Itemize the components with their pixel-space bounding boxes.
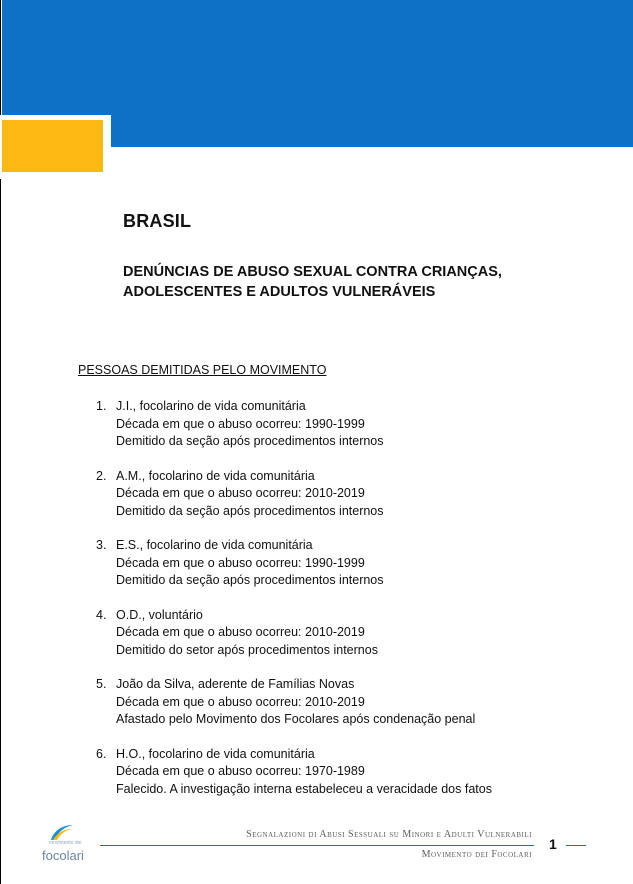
item-outcome: Demitido da seção após procedimentos internos [116, 503, 384, 518]
footer-report-title: Segnalazioni di Abusi Sessuali su Minori e Adulti Vulnerabili [246, 829, 532, 840]
item-number: 5. [96, 677, 107, 691]
list-item [94, 607, 574, 660]
list-item [94, 746, 574, 799]
item-number: 4. [96, 607, 107, 622]
footer-organization: Movimento dei Focolari [421, 849, 532, 860]
logo-small-text: movimento dei [49, 840, 82, 846]
accent-block [2, 120, 103, 172]
item-decade: Década em que o abuso ocorreu: 2010-2019 [116, 625, 365, 639]
list-item [94, 537, 574, 590]
focolari-logo-icon [37, 820, 97, 868]
item-outcome: Demitido da seção após procedimentos internos [116, 434, 384, 448]
item-number: 6. [96, 746, 107, 761]
item-number: 3. [96, 538, 107, 552]
list-item [94, 676, 574, 729]
item-person: A.M., focolarino de vida comunitária [116, 468, 315, 483]
item-outcome: Falecido. A investigação interna estabeleceu a veracidade dos fatos [116, 781, 492, 796]
item-person: E.S., focolarino de vida comunitária [116, 538, 313, 552]
item-number: 1. [96, 399, 107, 413]
item-decade: Década em que o abuso ocorreu: 2010-2019 [116, 694, 365, 709]
item-number: 2. [96, 468, 107, 483]
item-person: O.D., voluntário [116, 607, 203, 622]
item-outcome: Demitido da seção após procedimentos internos [116, 573, 384, 587]
item-person: João da Silva, aderente de Famílias Novas [116, 677, 355, 691]
item-decade: Década em que o abuso ocorreu: 1990-1999 [116, 555, 365, 570]
person-list [94, 398, 574, 815]
item-outcome: Demitido do setor após procedimentos internos [116, 642, 378, 657]
country-heading: BRASIL [123, 211, 192, 231]
item-decade: Década em que o abuso ocorreu: 2010-2019 [116, 486, 365, 500]
item-person: J.I., focolarino de vida comunitária [116, 399, 306, 413]
page-number: 1 [549, 836, 557, 852]
item-outcome: Afastado pelo Movimento dos Focolares após condenação penal [116, 712, 476, 726]
document-title: DENÚNCIAS DE ABUSO SEXUAL CONTRA CRIANÇAS, ADOLESCENTES E ADULTOS VULNERÁVEIS [123, 264, 502, 300]
list-item [94, 468, 574, 521]
footer-rule [100, 845, 534, 846]
logo-name: focolari [42, 848, 84, 863]
section-heading: PESSOAS DEMITIDAS PELO MOVIMENTO [78, 363, 327, 377]
list-item [94, 398, 574, 451]
item-decade: Década em que o abuso ocorreu: 1990-1999 [116, 416, 365, 431]
footer-rule-right [566, 845, 586, 846]
item-decade: Década em que o abuso ocorreu: 1970-1989 [116, 764, 365, 778]
item-person: H.O., focolarino de vida comunitária [116, 746, 315, 761]
